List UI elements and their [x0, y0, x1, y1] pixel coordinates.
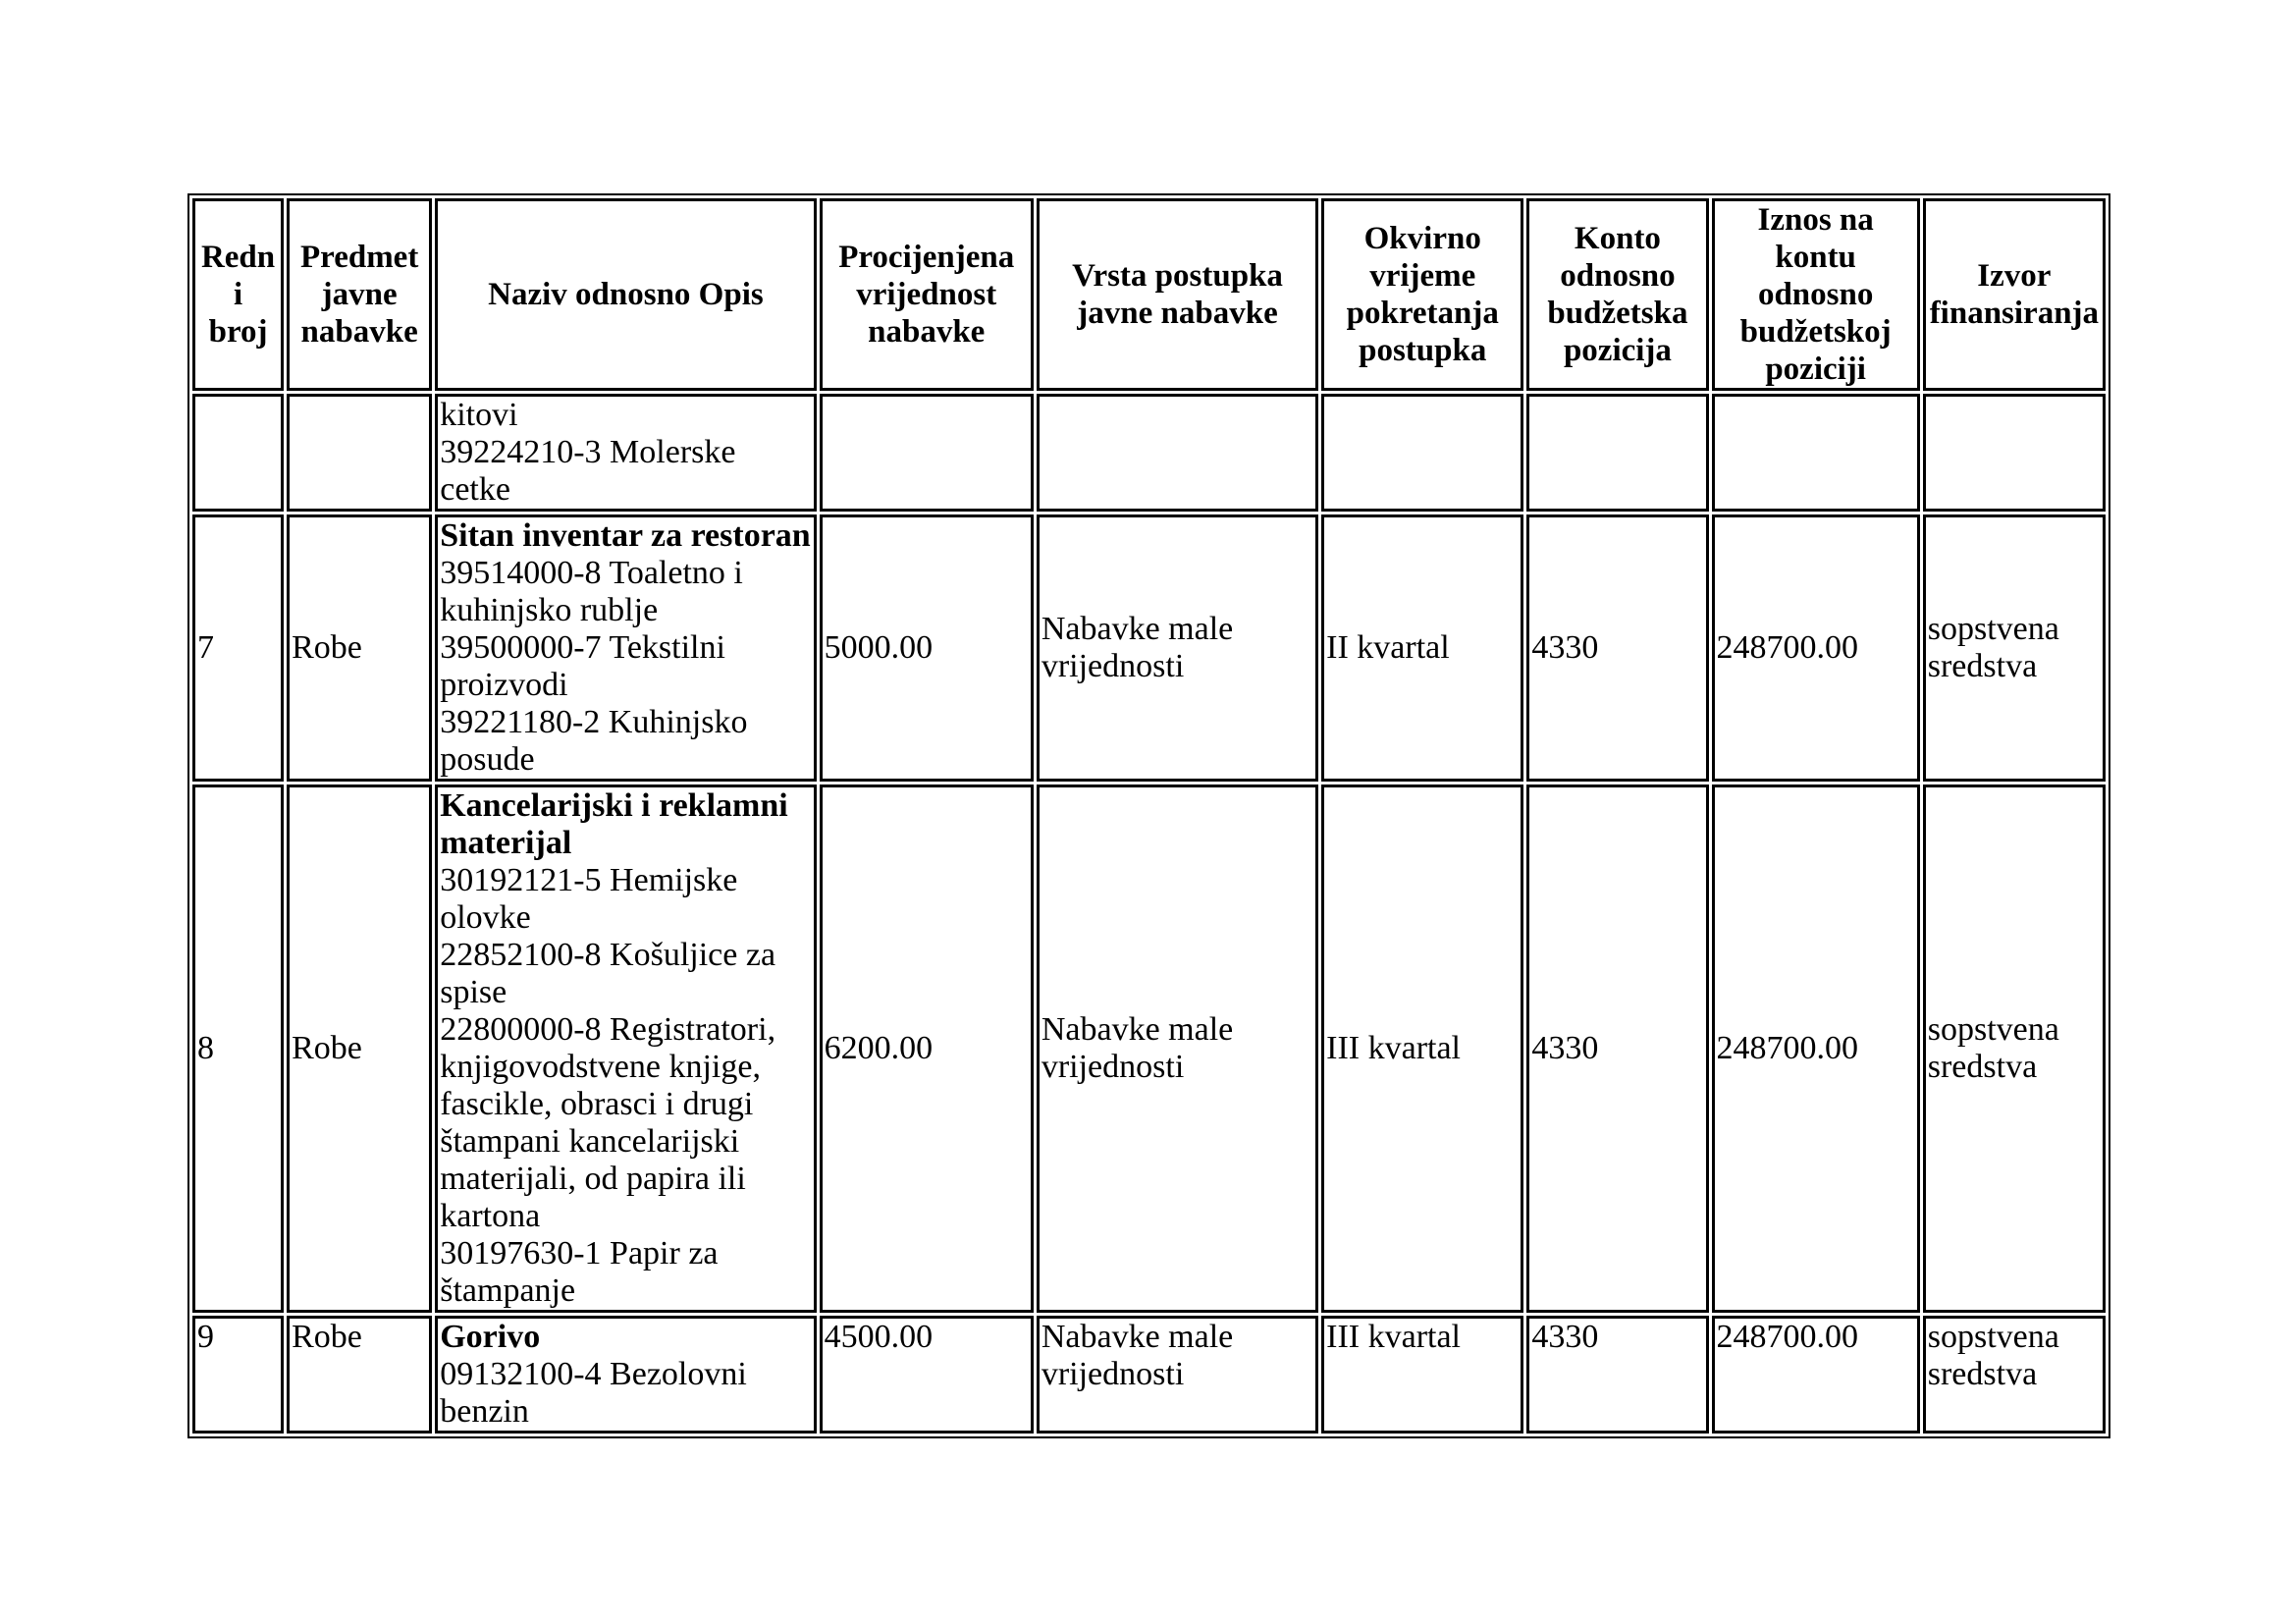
item-title: Kancelarijski i reklamni materijal [440, 787, 788, 861]
header-line: Iznos na [1757, 202, 1874, 238]
cell-izvor: sopstvena sredstva [1923, 514, 2106, 782]
cell-izvor: sopstvena sredstva [1923, 1316, 2106, 1434]
cell-vrijednost: 4500.00 [820, 1316, 1034, 1434]
header-line: vrijednost [856, 277, 997, 312]
cell-vrsta-postupka: Nabavke male vrijednosti [1037, 514, 1318, 782]
header-line: javne nabavke [1077, 296, 1278, 331]
cell-vrijednost: 6200.00 [820, 784, 1034, 1313]
cell-naziv [435, 784, 816, 1313]
header-line: budžetska [1547, 296, 1688, 331]
cell-naziv [435, 514, 816, 782]
cell-konto: 4330 [1526, 514, 1708, 782]
header-line: pokretanja [1346, 296, 1499, 331]
procurement-plan-table [187, 193, 2110, 1438]
item-line: 22800000-8 Registratori, knjigovodstvene knjige, fascikle, obrasci i drugi štampani kancelarijski materijali, od papira ili kartona [440, 1011, 776, 1234]
header-line: kontu [1775, 240, 1856, 275]
header-predmet [287, 198, 432, 391]
header-line: vrijeme [1369, 258, 1476, 294]
item-title: Gorivo [440, 1319, 541, 1355]
header-line: poziciji [1765, 352, 1866, 387]
table-row [192, 394, 2106, 512]
cell-redni-broj: 8 [192, 784, 284, 1313]
header-line: Vrsta postupka [1072, 258, 1283, 294]
cell-redni-broj: 7 [192, 514, 284, 782]
header-line: Redni [200, 240, 276, 312]
cell-izvor: sopstvena sredstva [1923, 784, 2106, 1313]
header-line: Konto [1574, 221, 1661, 256]
header-line: nabavke [868, 314, 986, 350]
cell-konto [1526, 394, 1708, 512]
header-redni-broj [192, 198, 284, 391]
cell-naziv [435, 1316, 816, 1434]
cell-predmet: Robe [287, 784, 432, 1313]
cell-vrsta-postupka: Nabavke male vrijednosti [1037, 1316, 1318, 1434]
header-line: Naziv odnosno Opis [488, 277, 764, 312]
cell-iznos [1712, 394, 1920, 512]
table-row [192, 784, 2106, 1313]
header-line: javne [321, 277, 398, 312]
header-line: Izvor [1977, 258, 2052, 294]
cell-okvirno-vrijeme: II kvartal [1321, 514, 1523, 782]
cell-konto: 4330 [1526, 1316, 1708, 1434]
cell-konto: 4330 [1526, 784, 1708, 1313]
cell-predmet [287, 394, 432, 512]
header-line: pozicija [1563, 333, 1672, 368]
cell-okvirno-vrijeme: III kvartal [1321, 784, 1523, 1313]
cell-vrijednost [820, 394, 1034, 512]
cell-naziv [435, 394, 816, 512]
item-line: 30197630-1 Papir za štampanje [440, 1235, 719, 1309]
cell-redni-broj: 9 [192, 1316, 284, 1434]
cell-izvor [1923, 394, 2106, 512]
header-okvirno-vrijeme [1321, 198, 1523, 391]
header-line: postupka [1359, 333, 1487, 368]
cell-okvirno-vrijeme: III kvartal [1321, 1316, 1523, 1434]
cell-predmet: Robe [287, 514, 432, 782]
item-line: 09132100-4 Bezolovni benzin [440, 1356, 747, 1430]
header-line: odnosno [1560, 258, 1676, 294]
header-naziv [435, 198, 816, 391]
header-line: Procijenjena [838, 240, 1015, 275]
header-iznos [1712, 198, 1920, 391]
item-line: 39221180-2 Kuhinjsko posude [440, 704, 748, 778]
cell-vrsta-postupka: Nabavke male vrijednosti [1037, 784, 1318, 1313]
item-line: 39500000-7 Tekstilni proizvodi [440, 629, 725, 703]
item-line: 39514000-8 Toaletno i kuhinjsko rublje [440, 555, 743, 628]
cell-iznos: 248700.00 [1712, 514, 1920, 782]
header-line: odnosno [1757, 277, 1874, 312]
header-line: Okvirno [1363, 221, 1481, 256]
header-izvor [1923, 198, 2106, 391]
cell-vrijednost: 5000.00 [820, 514, 1034, 782]
cell-iznos: 248700.00 [1712, 1316, 1920, 1434]
cell-iznos: 248700.00 [1712, 784, 1920, 1313]
cell-okvirno-vrijeme [1321, 394, 1523, 512]
item-title: Sitan inventar za restoran [440, 517, 811, 554]
header-line: budžetskoj [1739, 314, 1892, 350]
header-line: nabavke [300, 314, 418, 350]
header-vrijednost [820, 198, 1034, 391]
item-line: 39224210-3 Molerske cetke [440, 434, 736, 508]
header-line: Predmet [299, 240, 419, 275]
cell-redni-broj [192, 394, 284, 512]
cell-vrsta-postupka [1037, 394, 1318, 512]
item-line: kitovi [440, 397, 518, 433]
header-row [192, 198, 2106, 391]
item-line: 22852100-8 Košuljice za spise [440, 937, 776, 1010]
header-vrsta-postupka [1037, 198, 1318, 391]
header-line: finansiranja [1929, 296, 2100, 331]
header-line: broj [208, 314, 268, 350]
table-row [192, 1316, 2106, 1434]
item-line: 30192121-5 Hemijske olovke [440, 862, 738, 936]
header-konto [1526, 198, 1708, 391]
cell-predmet: Robe [287, 1316, 432, 1434]
table-row [192, 514, 2106, 782]
